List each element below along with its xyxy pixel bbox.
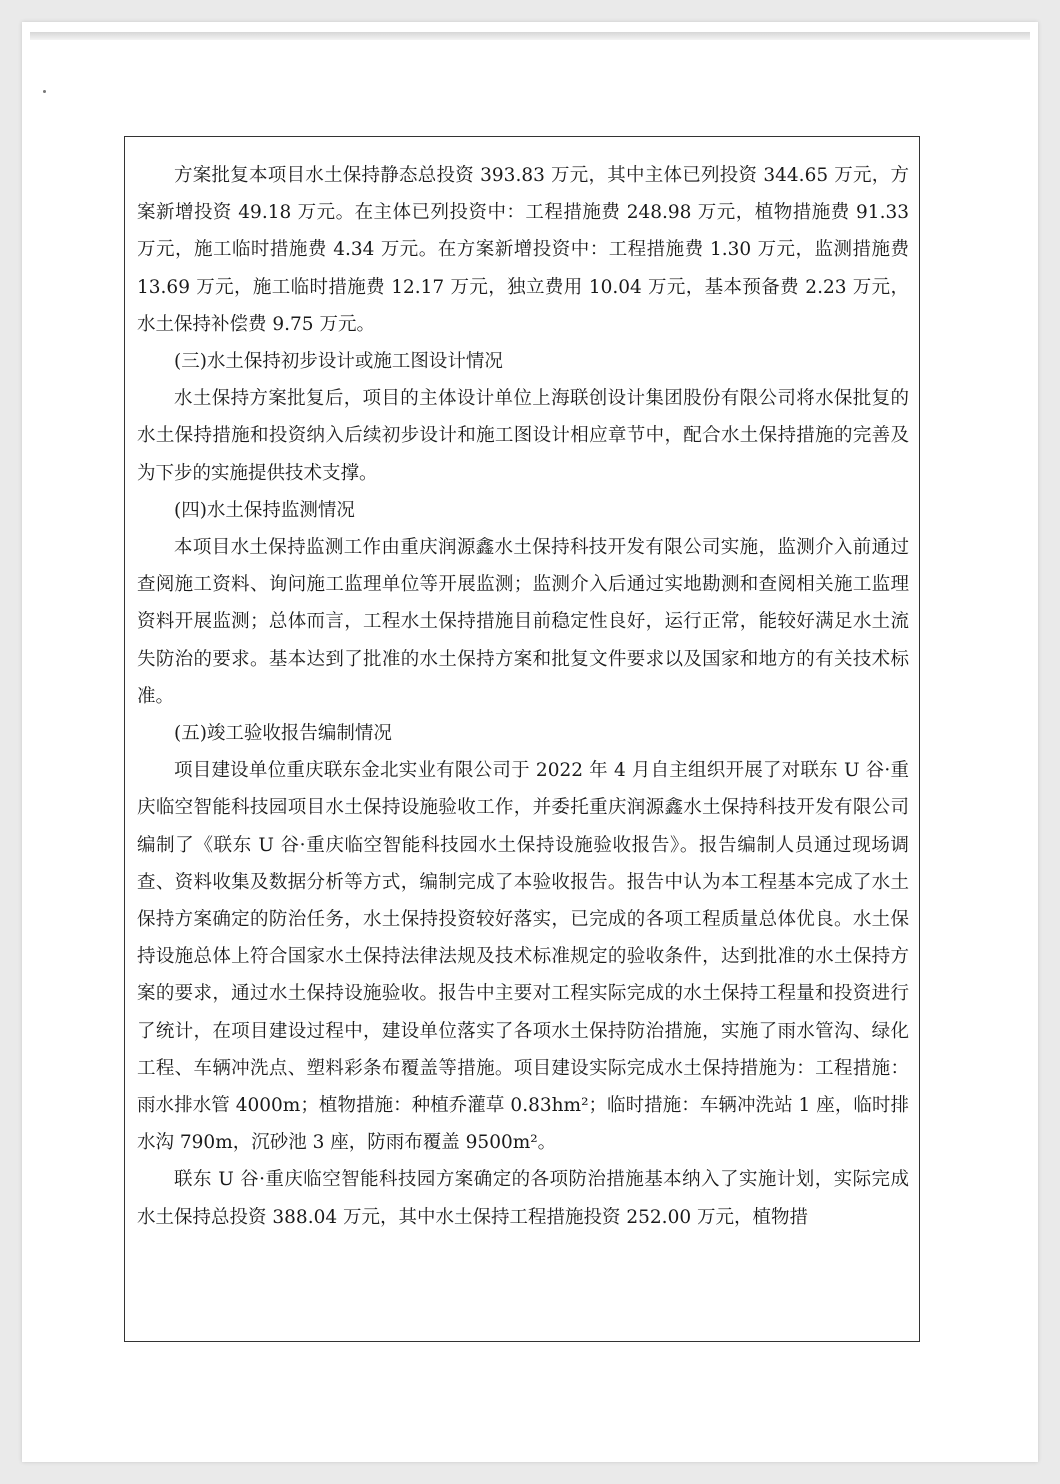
paragraph-design-status: 水土保持方案批复后，项目的主体设计单位上海联创设计集团股份有限公司将水保批复的水土保持措施和投资纳入后续初步设计和施工图设计相应章节中，配合水土保持措施的完善及为下步的实施提供技术支撑。 — [137, 388, 909, 484]
text-frame — [124, 136, 920, 1342]
paragraph-actual-investment: 联东 U 谷·重庆临空智能科技园方案确定的各项防治措施基本纳入了实施计划，实际完成水土保持总投资 388.04 万元，其中水土保持工程措施投资 252.00 万元，植物措 — [137, 1169, 909, 1228]
paragraph-investment-approval: 方案批复本项目水土保持静态总投资 393.83 万元，其中主体已列投资 344.65 万元，方案新增投资 49.18 万元。在主体已列投资中：工程措施费 248.98 万元，植物措施费 91.33 万元，施工临时措施费 4.34 万元。在方案新增投资中：工程措施费 1.30 万元，监测措施费 13.69 万元，施工临时措施费 12.17 万元，独立费用 10.04 万元，基本预备费 2.23 万元，水土保持补偿费 9.75 万元。 — [137, 165, 909, 335]
heading-acceptance-report: (五)竣工验收报告编制情况 — [174, 723, 392, 745]
document-body — [137, 157, 909, 1236]
paragraph-monitoring: 本项目水土保持监测工作由重庆润源鑫水土保持科技开发有限公司实施，监测介入前通过查阅施工资料、询问施工监理单位等开展监测；监测介入后通过实地勘测和查阅相关施工监理资料开展监测；总体而言，工程水土保持措施目前稳定性良好，运行正常，能较好满足水土流失防治的要求。基本达到了批准的水土保持方案和批复文件要求以及国家和地方的有关技术标准。 — [137, 537, 909, 707]
heading-monitoring: (四)水土保持监测情况 — [174, 499, 355, 521]
paragraph-acceptance-report: 项目建设单位重庆联东金北实业有限公司于 2022 年 4 月自主组织开展了对联东 U 谷·重庆临空智能科技园项目水土保持设施验收工作，并委托重庆润源鑫水土保持科技开发有限公司编制了《联东 U 谷·重庆临空智能科技园水土保持设施验收报告》。报告编制人员通过现场调查、资料收集及数据分析等方式，编制完成了本验收报告。报告中认为本工程基本完成了水土保持方案确定的防治任务，水土保持投资较好落实，已完成的各项工程质量总体优良。水土保持设施总体上符合国家水土保持法律法规及技术标准规定的验收条件，达到批准的水土保持方案的要求，通过水土保持设施验收。报告中主要对工程实际完成的水土保持工程量和投资进行了统计，在项目建设过程中，建设单位落实了各项水土保持防治措施，实施了雨水管沟、绿化工程、车辆冲洗点、塑料彩条布覆盖等措施。项目建设实际完成水土保持措施为：工程措施：雨水排水管 4000m；植物措施：种植乔灌草 0.83hm²；临时措施：车辆冲洗站 1 座，临时排水沟 790m，沉砂池 3 座，防雨布覆盖 9500m²。 — [137, 760, 909, 1154]
scan-edge — [30, 32, 1030, 40]
scan-speck — [43, 90, 46, 93]
document-page — [22, 22, 1038, 1462]
heading-design-status: (三)水土保持初步设计或施工图设计情况 — [174, 351, 503, 373]
